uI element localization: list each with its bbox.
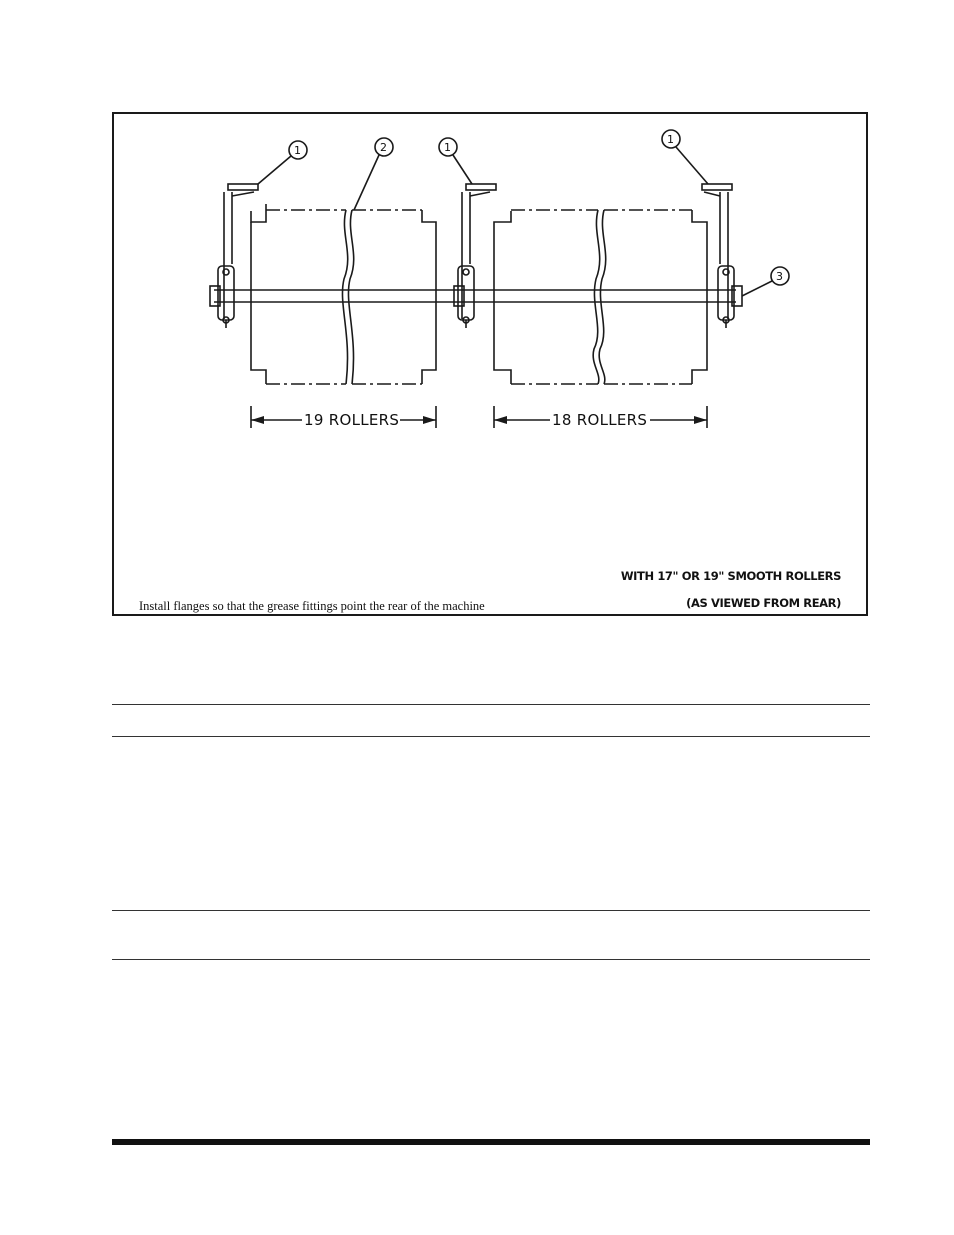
callout-1-right [662,130,708,184]
left-roller-group [251,204,436,384]
svg-text:1: 1 [667,133,674,146]
figure-frame [112,112,868,616]
divider-line [112,959,870,960]
callout-2 [354,138,393,210]
caption-view: (AS VIEWED FROM REAR) [686,596,841,610]
svg-text:18 ROLLERS: 18 ROLLERS [552,411,648,429]
svg-text:3: 3 [776,270,783,283]
right-roller-group [494,210,707,384]
dimension-left [251,406,436,429]
shaft [214,290,736,302]
caption-roller-type: WITH 17" OR 19" SMOOTH ROLLERS [620,569,841,583]
svg-text:1: 1 [294,144,301,157]
callout-3 [742,267,789,296]
callout-1-middle [439,138,472,184]
dimension-right [494,406,707,429]
svg-text:19 ROLLERS: 19 ROLLERS [304,411,400,429]
callout-1-left [258,141,307,184]
flange-bracket-middle [454,184,496,328]
installation-note: Install flanges so that the grease fittings point the rear of the machine [139,599,485,613]
svg-text:2: 2 [380,141,387,154]
divider-line [112,736,870,737]
divider-line [112,910,870,911]
flange-bracket-right [702,184,742,328]
footer-rule [112,1139,870,1145]
svg-text:1: 1 [444,141,451,154]
divider-line [112,704,870,705]
roller-assembly-drawing [114,114,866,614]
